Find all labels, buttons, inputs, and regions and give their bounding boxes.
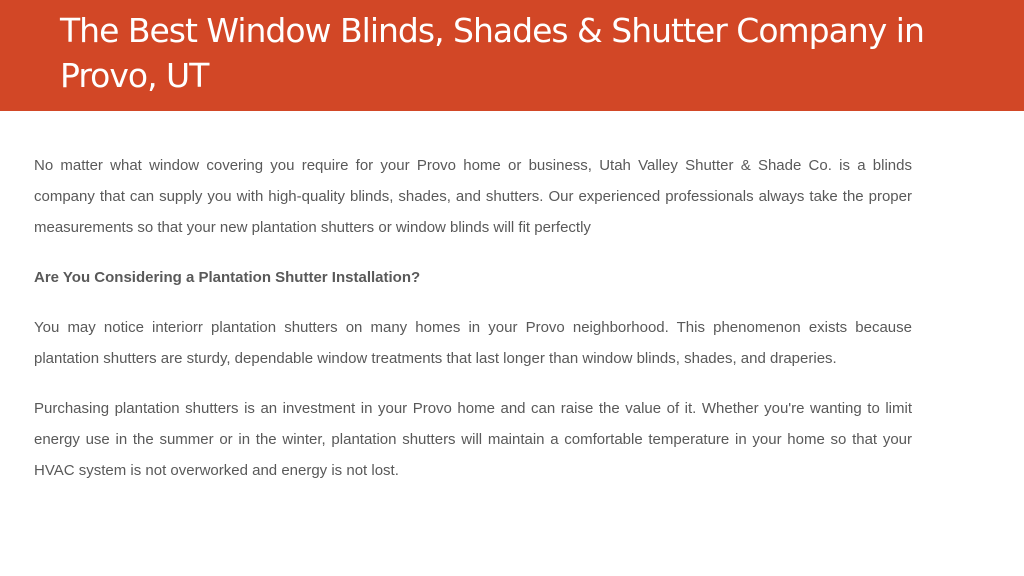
intro-paragraph: No matter what window covering you require for your Provo home or business, Utah Valley Shutter & Shade Co. is a blinds company that can supply you with high-quality blinds, shades, and shutters. Our experienced professionals always take the proper measurements so that your new plantation shutters or window blinds will fit perfectly xyxy=(34,157,912,236)
title-bar xyxy=(0,0,1024,111)
slide-body xyxy=(34,150,912,505)
paragraph-investment: Purchasing plantation shutters is an investment in your Provo home and can raise the value of it. Whether you're wanting to limit energy use in the summer or in the winter, plantation shutters will maintain a comfortable temperature in your home so that your HVAC system is not overworked and energy is not lost. xyxy=(34,400,912,479)
slide-title: The Best Window Blinds, Shades & Shutter Company in Provo, UT xyxy=(60,11,924,95)
section-heading: Are You Considering a Plantation Shutter Installation? xyxy=(34,269,421,286)
paragraph-interior-shutters: You may notice interiorr plantation shutters on many homes in your Provo neighborhood. This phenomenon exists because plantation shutters are sturdy, dependable window treatments that last longer than window blinds, shades, and draperies. xyxy=(34,319,912,367)
